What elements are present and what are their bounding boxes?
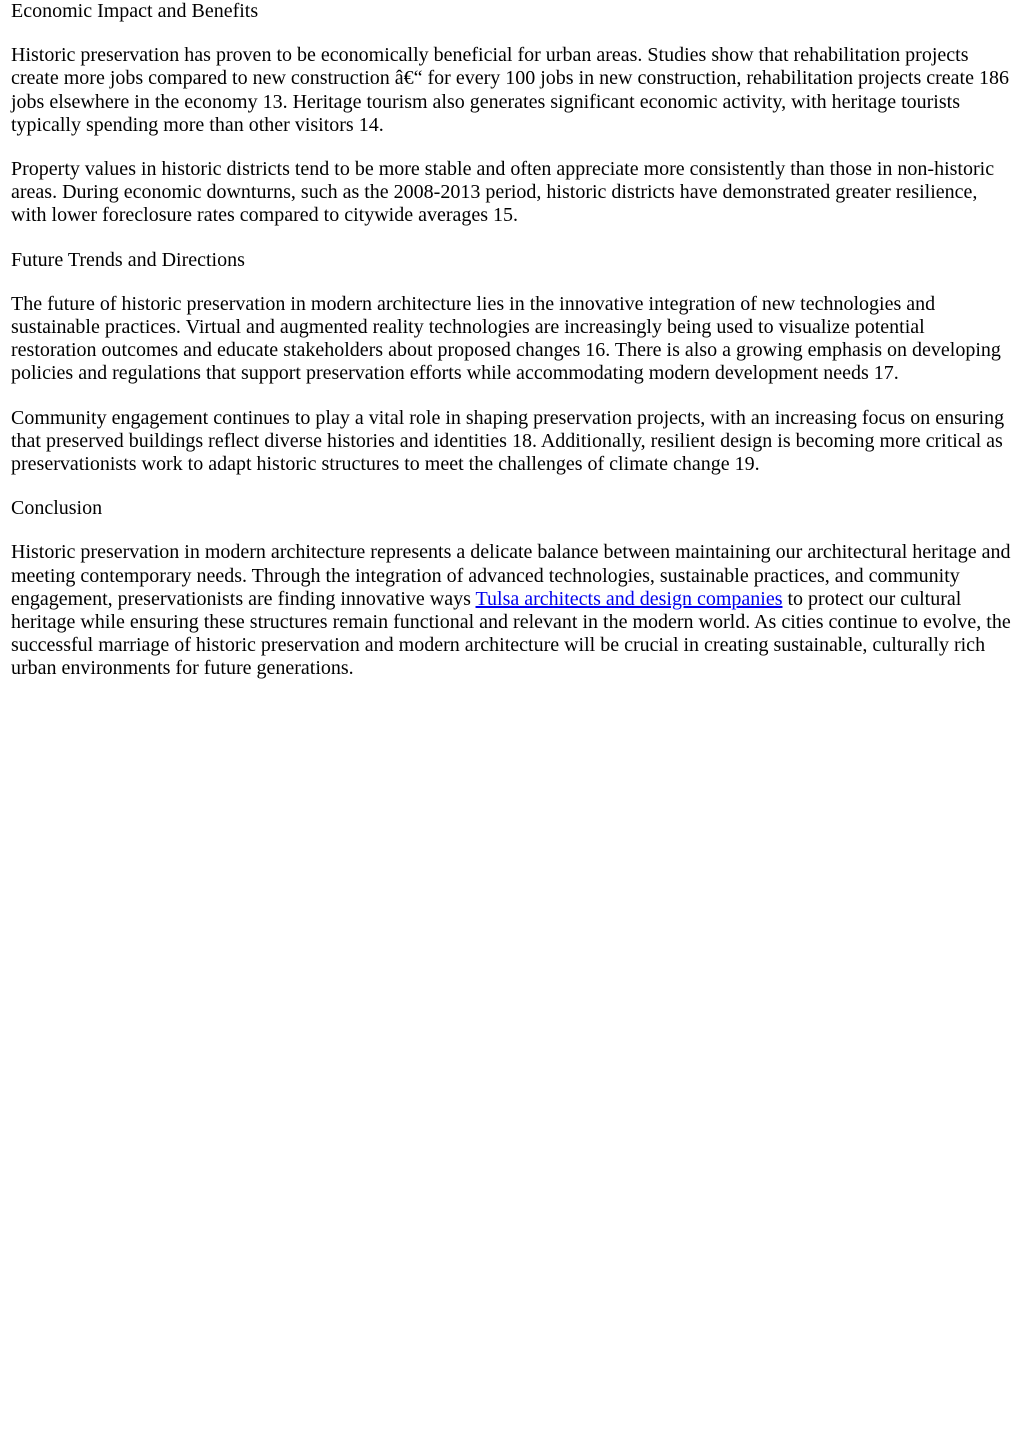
paragraph-community-engagement: Community engagement continues to play a vital role in shaping preservation projects, with an increasing focus on ensuring that preserved buildings reflect diverse histories and identities 18. Additionally, resilient design is becoming more critical as preservationists work to adapt historic structures to meet the challenges of climate change 19. — [11, 406, 1005, 476]
tulsa-architects-link[interactable]: Tulsa architects and design companies — [475, 587, 783, 610]
section-heading-conclusion: Conclusion — [11, 497, 103, 520]
paragraph-conclusion — [11, 541, 1012, 680]
paragraph-economic-jobs: Historic preservation has proven to be economically beneficial for urban areas. Studies show that rehabilitation projects create more jobs compared to new construction â€“ for every 100 jobs in new construction, rehabilitation projects create 186 jobs elsewhere in the economy 13. Heritage tourism also generates significant economic activity, with heritage tourists typically spending more than other visitors 14. — [11, 44, 1009, 136]
conclusion-text-after-link: to protect our cultural heritage while ensuring these structures remain functional and relevant in the modern world. As cities continue to evolve, the successful marriage of historic preservation and modern architecture will be crucial in creating sustainable, culturally rich urban environments for future generations. — [11, 587, 1011, 680]
section-heading-economic-impact: Economic Impact and Benefits — [11, 0, 259, 22]
paragraph-property-values: Property values in historic districts tend to be more stable and often appreciate more consistently than those in non-historic areas. During economic downturns, such as the 2008-2013 period, historic districts have demonstrated greater resilience, with lower foreclosure rates compared to citywide averages 15. — [11, 158, 995, 227]
section-heading-future-trends: Future Trends and Directions — [11, 248, 245, 271]
article — [11, 0, 1012, 681]
conclusion-text-before-link: Historic preservation in modern architecture represents a delicate balance between maintaining our architectural heritage and meeting contemporary needs. Through the integration of advanced technologies, sustainable practices, and community engagement, preservationists are finding innovative ways — [11, 541, 1011, 610]
paragraph-future-technologies: The future of historic preservation in modern architecture lies in the innovative integration of new technologies and sustainable practices. Virtual and augmented reality technologies are increasingly being used to visualize potential restoration outcomes and educate stakeholders about proposed changes 16. There is also a growing emphasis on developing policies and regulations that support preservation efforts while accommodating modern development needs 17. — [11, 292, 1001, 385]
